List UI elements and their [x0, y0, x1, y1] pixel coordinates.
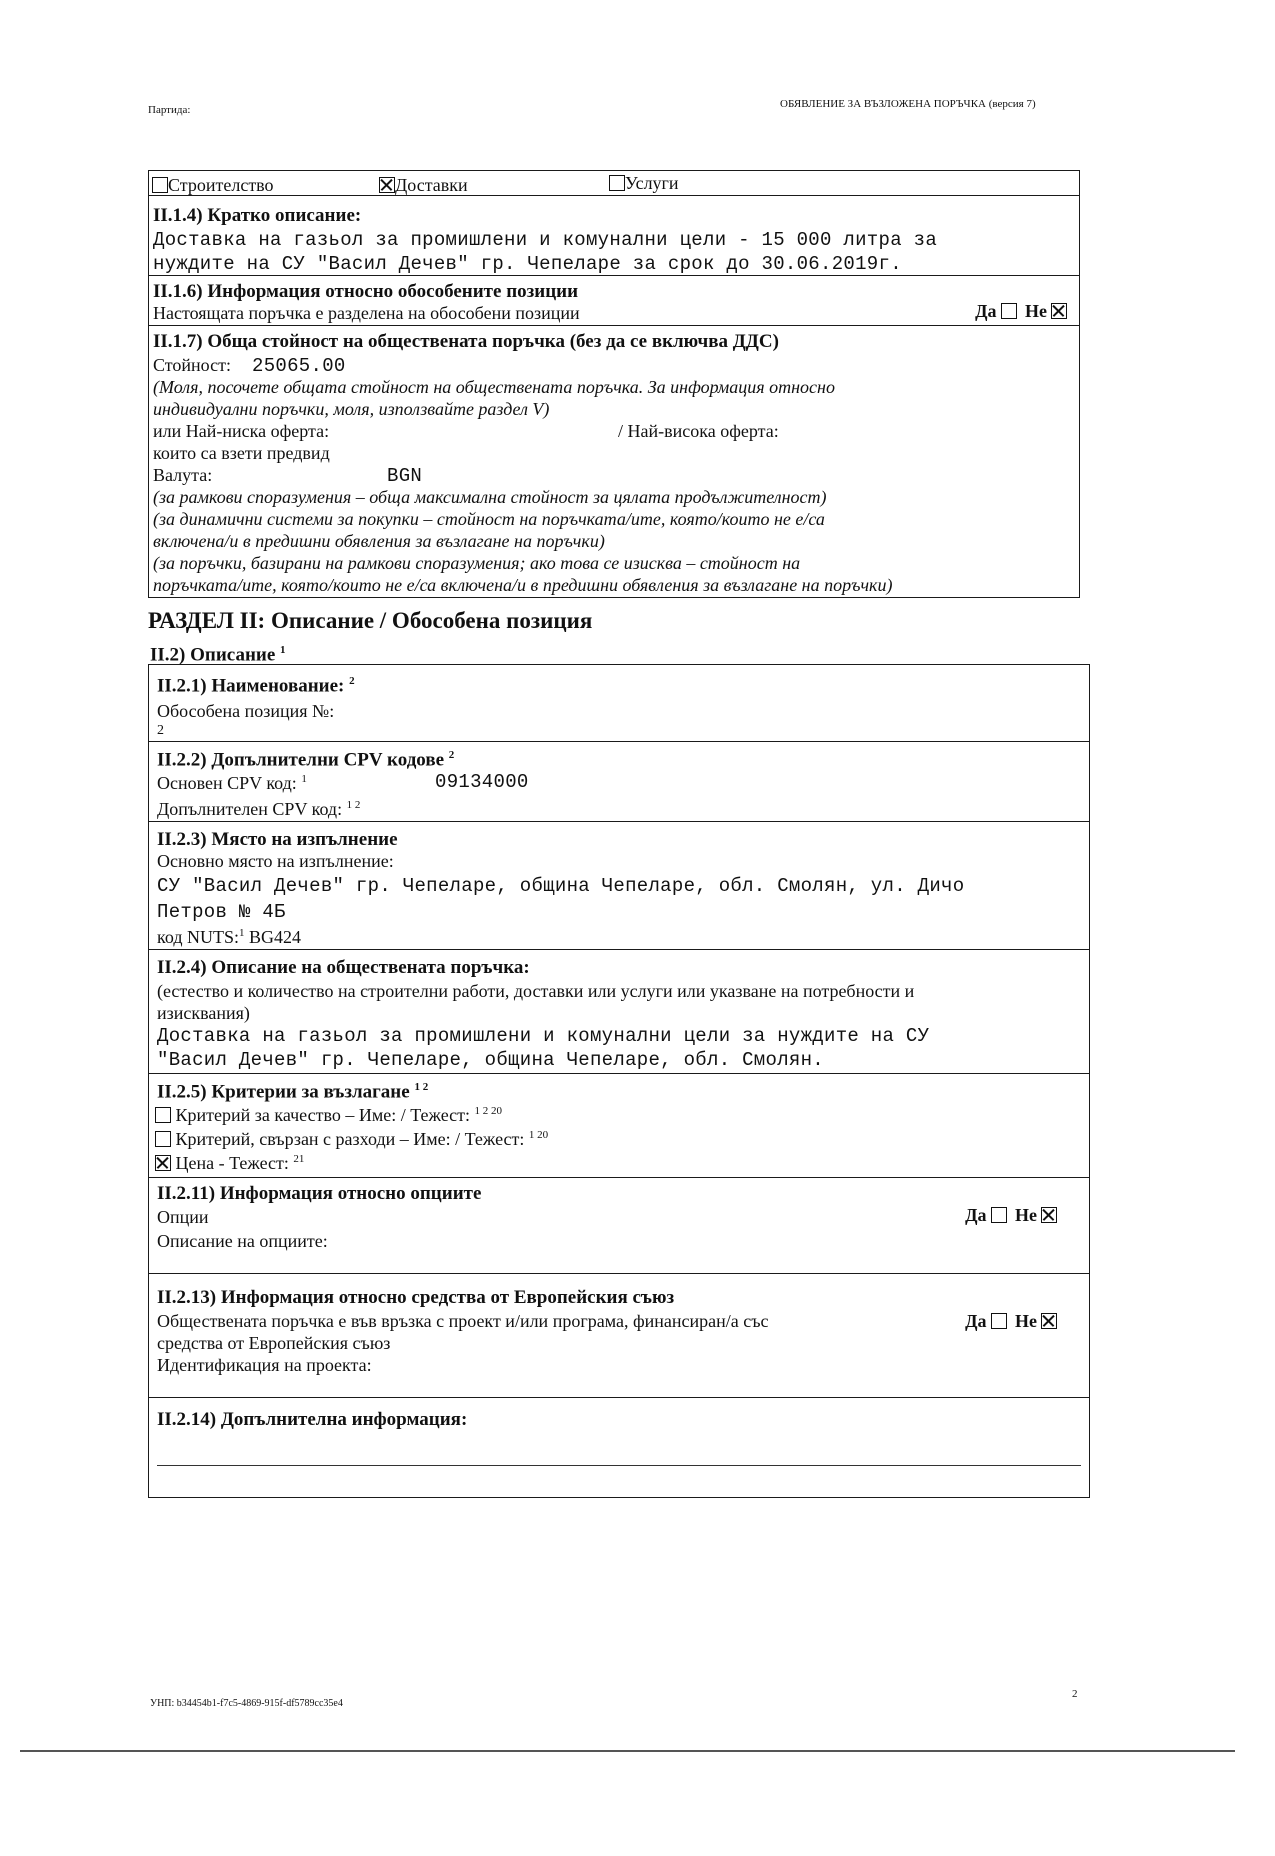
s117-note2: индивидуални поръчки, моля, използвайте раздел V): [153, 399, 550, 419]
s116-title: II.1.6) Информация относно обособените позиции: [153, 281, 579, 302]
s221-lot-label: Обособена позиция №:: [157, 701, 335, 721]
s221-title: II.2.1) Наименование: $^2$: [157, 675, 355, 697]
quality-criterion-checkbox[interactable]: [155, 1107, 171, 1123]
s117-highest: / Най-висока оферта:: [618, 421, 779, 441]
notice-title: ОБЯВЛЕНИЕ ЗА ВЪЗЛОЖЕНА ПОРЪЧКА (версия 7): [780, 98, 1036, 110]
s2211-options: Опции: [157, 1207, 209, 1227]
s117-n3: включена/и в предишни обявления за възлагане на поръчки): [153, 531, 605, 551]
s222-title: II.2.2) Допълнителни CPV кодове $^2$: [157, 749, 455, 771]
s224-line2: "Васил Дечев" гр. Чепеларе, община Чепеларе, обл. Смолян.: [157, 1049, 825, 1071]
s114-title: II.1.4) Кратко описание:: [153, 205, 362, 226]
supplies-checkbox[interactable]: [379, 177, 395, 193]
s222-divider: [149, 741, 1089, 742]
type-services: Услуги: [609, 173, 679, 194]
s223-line2: Петров № 4Б: [157, 901, 286, 923]
s2214-title: II.2.14) Допълнителна информация:: [157, 1409, 468, 1430]
s223-divider: [149, 821, 1089, 822]
s117-n2: (за динамични системи за покупки – стойност на поръчката/ите, която/които не е/са: [153, 509, 825, 529]
s117-currency: BGN: [387, 465, 423, 487]
s117-considered: които са взети предвид: [153, 443, 330, 463]
s117-divider: [149, 325, 1079, 326]
s2214-underline: [157, 1465, 1081, 1466]
s223-title: II.2.3) Място на изпълнение: [157, 829, 398, 850]
s224-divider: [149, 949, 1089, 950]
type-underline: [149, 195, 1079, 196]
section2-sub: II.2) Описание $^1$: [150, 644, 286, 666]
s222-main-label: Основен CPV код: $^1$: [157, 773, 307, 793]
s117-lowest: или Най-ниска оферта:: [153, 421, 330, 441]
s114-line2: нуждите на СУ "Васил Дечев" гр. Чепеларе за срок до 30.06.2019г.: [153, 253, 902, 275]
s2213-divider: [149, 1273, 1089, 1274]
footer-rule: [20, 1750, 1235, 1752]
type-supplies: Доставки: [379, 175, 468, 196]
unp-label: УНП: b34454b1-f7c5-4869-915f-df5789cc35e4: [150, 1698, 343, 1709]
s2211-desc: Описание на опциите:: [157, 1231, 328, 1251]
s114-line1: Доставка на газьол за промишлени и комунални цели - 15 000 литра за: [153, 229, 938, 251]
s225-c3: Цена - Тежест: $^{21}$: [155, 1153, 304, 1174]
s224-note1: (естество и количество на строителни работи, доставки или услуги или указване на потребности и: [157, 981, 915, 1001]
s2211-yes-no: Да Не: [965, 1205, 1061, 1226]
s117-value-label: Стойност:: [153, 355, 231, 375]
footnote-1: 1: [280, 644, 286, 656]
s221-lot: 2: [157, 723, 164, 738]
s116-no-checkbox[interactable]: [1051, 303, 1067, 319]
s2213-yes-no: Да Не: [965, 1311, 1061, 1332]
s2213-line1: Обществената поръчка е във връзка с проект и/или програма, финансиран/а със: [157, 1311, 769, 1331]
s2213-no-checkbox[interactable]: [1041, 1313, 1057, 1329]
s117-n4: (за поръчки, базирани на рамкови споразумения; ако това се изисква – стойност на: [153, 553, 801, 573]
s2213-title: II.2.13) Информация относно средства от Европейския съюз: [157, 1287, 675, 1308]
cost-criterion-checkbox[interactable]: [155, 1131, 171, 1147]
batch-label: Партида:: [148, 104, 191, 116]
type-works: Строителство: [152, 175, 274, 196]
s2211-divider: [149, 1177, 1089, 1178]
s223-main-label: Основно място на изпълнение:: [157, 851, 394, 871]
s224-note2: изисквания): [157, 1003, 250, 1023]
s222-add-label: Допълнителен CPV код: $^{1 2}$: [157, 799, 361, 819]
s116-yes-no: Да Не: [975, 301, 1071, 322]
s223-nuts: код NUTS:$^1$ BG424: [157, 927, 301, 947]
s117-title: II.1.7) Обща стойност на обществената поръчка (без да се включва ДДС): [153, 331, 779, 352]
s117-value: 25065.00: [252, 355, 346, 377]
s224-title: II.2.4) Описание на обществената поръчка:: [157, 957, 530, 978]
s222-main-code: 09134000: [435, 771, 529, 793]
s2213-line2: средства от Европейския съюз: [157, 1333, 391, 1353]
s224-line1: Доставка на газьол за промишлени и комунални цели за нуждите на СУ: [157, 1025, 930, 1047]
s225-c1: Критерий за качество – Име: / Тежест: $^{1 2 20}$: [155, 1105, 502, 1126]
price-criterion-checkbox[interactable]: [155, 1155, 171, 1171]
s2214-divider: [149, 1397, 1089, 1398]
s117-note1: (Моля, посочете общата стойност на обществената поръчка. За информация относно: [153, 377, 835, 397]
s225-c2: Критерий, свързан с разходи – Име: / Тежест: $^{1 20}$: [155, 1129, 548, 1150]
services-checkbox[interactable]: [609, 175, 625, 191]
s117-n5: поръчката/ите, която/които не е/са включена/и в предишни обявления за възлагане на поръчки): [153, 575, 893, 595]
upper-box: [148, 170, 1080, 598]
s2211-yes-checkbox[interactable]: [991, 1207, 1007, 1223]
s2213-yes-checkbox[interactable]: [991, 1313, 1007, 1329]
s223-line1: СУ "Васил Дечев" гр. Чепеларе, община Чепеларе, обл. Смолян, ул. Дичо: [157, 875, 965, 897]
page-number: 2: [1072, 1688, 1078, 1700]
s117-currency-label: Валута:: [153, 465, 213, 485]
s2213-ident: Идентификация на проекта:: [157, 1355, 372, 1375]
s117-n1: (за рамкови споразумения – обща максимална стойност за цялата продължителност): [153, 487, 827, 507]
s116-yes-checkbox[interactable]: [1001, 303, 1017, 319]
lower-box: [148, 664, 1090, 1498]
s225-divider: [149, 1073, 1089, 1074]
s2211-title: II.2.11) Информация относно опциите: [157, 1183, 482, 1204]
works-checkbox[interactable]: [152, 177, 168, 193]
s116-divider: [149, 275, 1079, 276]
s116-text: Настоящата поръчка е разделена на обособени позиции: [153, 303, 580, 323]
s2211-no-checkbox[interactable]: [1041, 1207, 1057, 1223]
s225-title: II.2.5) Критерии за възлагане $^{1 2}$: [157, 1081, 429, 1103]
section2-title: РАЗДЕЛ II: Описание / Обособена позиция: [148, 608, 593, 633]
